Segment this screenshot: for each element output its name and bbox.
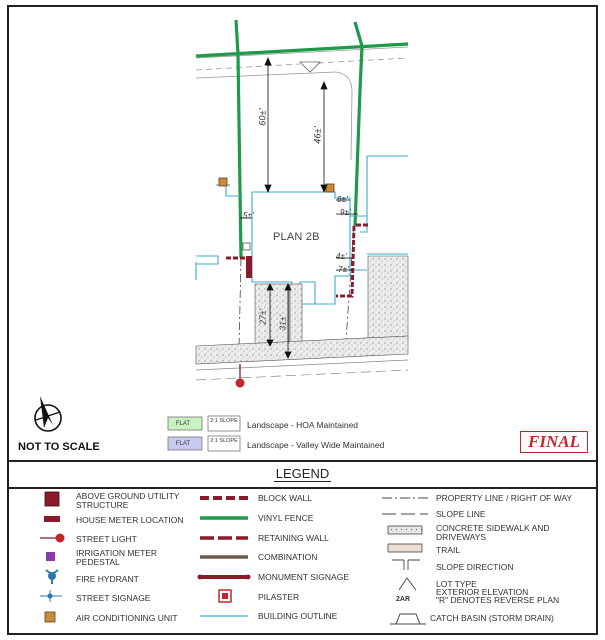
not-to-scale: NOT TO SCALE bbox=[18, 441, 100, 453]
pilaster-icon bbox=[219, 590, 231, 602]
legend-lot-type: LOT TYPE bbox=[436, 579, 477, 589]
legend-house-meter: HOUSE METER LOCATION bbox=[76, 515, 184, 525]
legend-divider-top bbox=[7, 460, 598, 462]
legend-title: LEGEND bbox=[275, 466, 330, 481]
legend-ac-unit: AIR CONDITIONING UNIT bbox=[76, 613, 178, 623]
catch-basin-icon bbox=[390, 614, 426, 624]
vinyl-fence bbox=[196, 20, 408, 258]
legend-utility-structure: ABOVE GROUND UTILITY STRUCTURE bbox=[76, 491, 180, 510]
slope-direction-icon bbox=[392, 560, 420, 570]
final-stamp: FINAL bbox=[520, 431, 588, 453]
dim-right-1: 6±' bbox=[337, 195, 348, 204]
legend-block-wall: BLOCK WALL bbox=[258, 493, 313, 503]
ac-unit-icon bbox=[219, 178, 227, 186]
legend-concrete: CONCRETE SIDEWALK AND DRIVEWAYS bbox=[436, 523, 550, 542]
dim-right-4: 7±' bbox=[338, 265, 349, 274]
key-hoa-text: Landscape - HOA Maintained bbox=[247, 420, 359, 430]
irrigation-meter-icon bbox=[46, 552, 55, 561]
key-flat-valley: FLAT bbox=[175, 441, 191, 447]
dim-left-side: 5±' bbox=[243, 211, 254, 220]
concrete-icon bbox=[388, 526, 422, 534]
legend-retaining-wall: RETAINING WALL bbox=[258, 533, 329, 543]
legend-monument-signage: MONUMENT SIGNAGE bbox=[258, 572, 349, 582]
utility-structure-icon bbox=[45, 492, 59, 506]
legend-fire-hydrant: FIRE HYDRANT bbox=[76, 574, 139, 584]
fire-hydrant-icon bbox=[46, 570, 58, 584]
dim-right-2: 9±' bbox=[340, 208, 351, 217]
legend-trail: TRAIL bbox=[436, 545, 461, 555]
legend-pilaster: PILASTER bbox=[258, 592, 300, 602]
ac-unit-icon bbox=[45, 612, 55, 622]
legend-slope-direction: SLOPE DIRECTION bbox=[436, 562, 514, 572]
sidewalk-right bbox=[368, 256, 408, 338]
dim-driveway-right: 31±' bbox=[278, 314, 288, 331]
key-valley-text: Landscape - Valley Wide Maintained bbox=[247, 440, 385, 450]
plan-label: PLAN 2B bbox=[273, 231, 320, 243]
legend-exterior-elevation: EXTERIOR ELEVATION bbox=[436, 587, 529, 597]
key-flat-hoa: FLAT bbox=[175, 421, 191, 427]
north-arrow-icon bbox=[35, 396, 61, 431]
dim-right-3: 4±' bbox=[336, 252, 347, 261]
dim-driveway-left: 27±' bbox=[258, 308, 268, 325]
legend-irrigation-meter: IRRIGATION METER PEDESTAL bbox=[76, 548, 158, 567]
house-meter-location bbox=[246, 256, 252, 278]
legend-catch-basin: CATCH BASIN (STORM DRAIN) bbox=[430, 613, 554, 623]
street-signage-icon bbox=[40, 590, 62, 602]
street-top bbox=[196, 47, 408, 160]
key-slope-hoa: 2:1 SLOPE bbox=[210, 418, 238, 424]
legend-street-light: STREET LIGHT bbox=[76, 534, 137, 544]
dim-rear: 46±' bbox=[312, 126, 323, 144]
legend-combination: COMBINATION bbox=[258, 552, 318, 562]
key-slope-valley: 2:1 SLOPE bbox=[210, 438, 238, 444]
trail-icon bbox=[388, 544, 422, 552]
legend-street-signage: STREET SIGNAGE bbox=[76, 593, 151, 603]
street-light-icon bbox=[40, 534, 65, 543]
house-meter-icon bbox=[44, 516, 60, 522]
driveway-center bbox=[290, 284, 302, 344]
legend-reverse-plan: "R" DENOTES REVERSE PLAN bbox=[436, 595, 560, 605]
legend-vinyl-fence: VINYL FENCE bbox=[258, 513, 314, 523]
dim-front: 60±' bbox=[257, 108, 268, 126]
legend-property-line: PROPERTY LINE / RIGHT OF WAY bbox=[436, 493, 573, 503]
legend-slope-line: SLOPE LINE bbox=[436, 509, 486, 519]
lot-type-example: 2AR bbox=[396, 596, 411, 603]
legend-building-outline: BUILDING OUTLINE bbox=[258, 611, 338, 621]
